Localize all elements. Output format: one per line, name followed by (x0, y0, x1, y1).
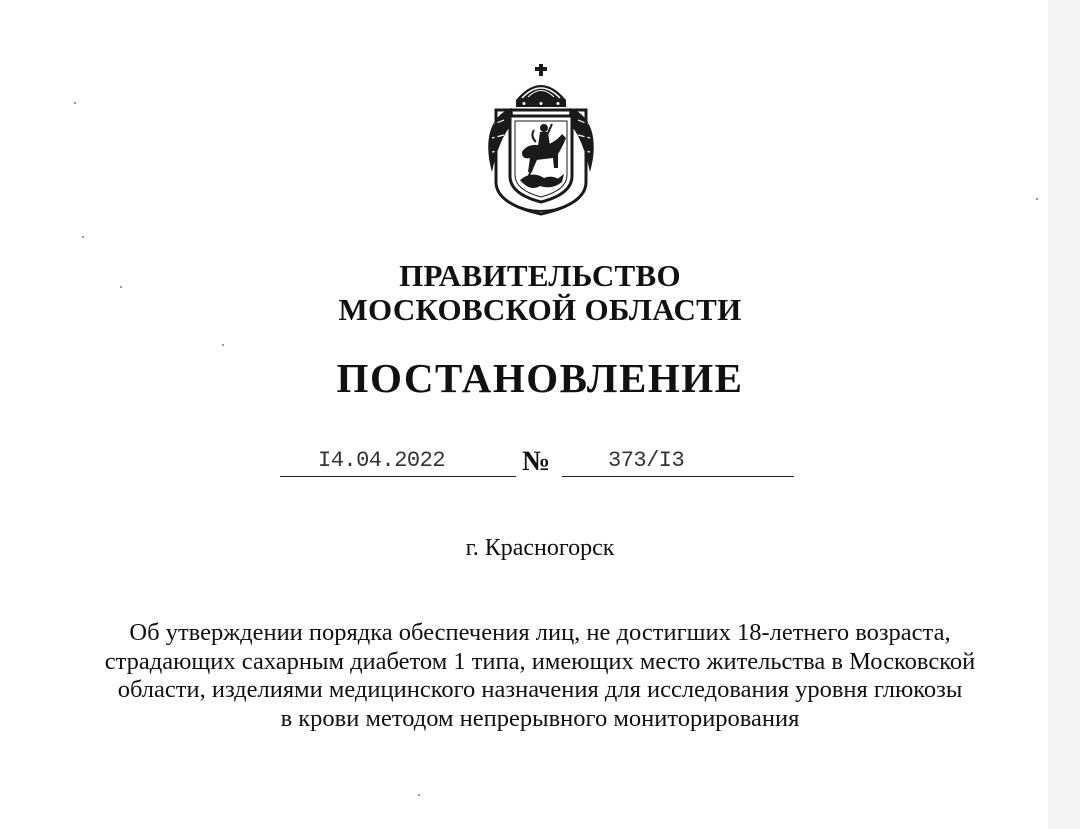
subject-line: области, изделиями медицинского назначения для исследования уровня глюкозы (117, 676, 963, 703)
scan-speck (418, 794, 420, 796)
scan-speck (222, 344, 224, 346)
coat-of-arms-icon (482, 64, 600, 216)
organization-name-line2: МОСКОВСКОЙ ОБЛАСТИ (338, 292, 742, 327)
subject-line: страдающих сахарным диабетом 1 типа, имеющих место жительства в Московской (104, 647, 976, 675)
date-field (280, 448, 516, 477)
subject-line: в крови методом непрерывного мониторирования (280, 704, 800, 732)
document-type-title: ПОСТАНОВЛЕНИЕ (336, 355, 744, 401)
document-number-value: 373/I3 (608, 448, 685, 473)
viewer-background-strip (1048, 0, 1080, 829)
place-of-issue: г. Красногорск (465, 535, 615, 561)
scan-speck (120, 286, 122, 288)
number-sign: № (522, 446, 551, 477)
subject-line: Об утверждении порядка обеспечения лиц, не достигших 18-летнего возраста, (129, 619, 951, 646)
number-field (562, 448, 794, 477)
organization-name-line1: ПРАВИТЕЛЬСТВО (399, 258, 681, 293)
date-value: I4.04.2022 (318, 448, 446, 473)
scan-speck (82, 236, 84, 238)
scan-speck (74, 102, 76, 104)
document-subject (60, 619, 1020, 733)
scan-speck (1036, 198, 1038, 200)
